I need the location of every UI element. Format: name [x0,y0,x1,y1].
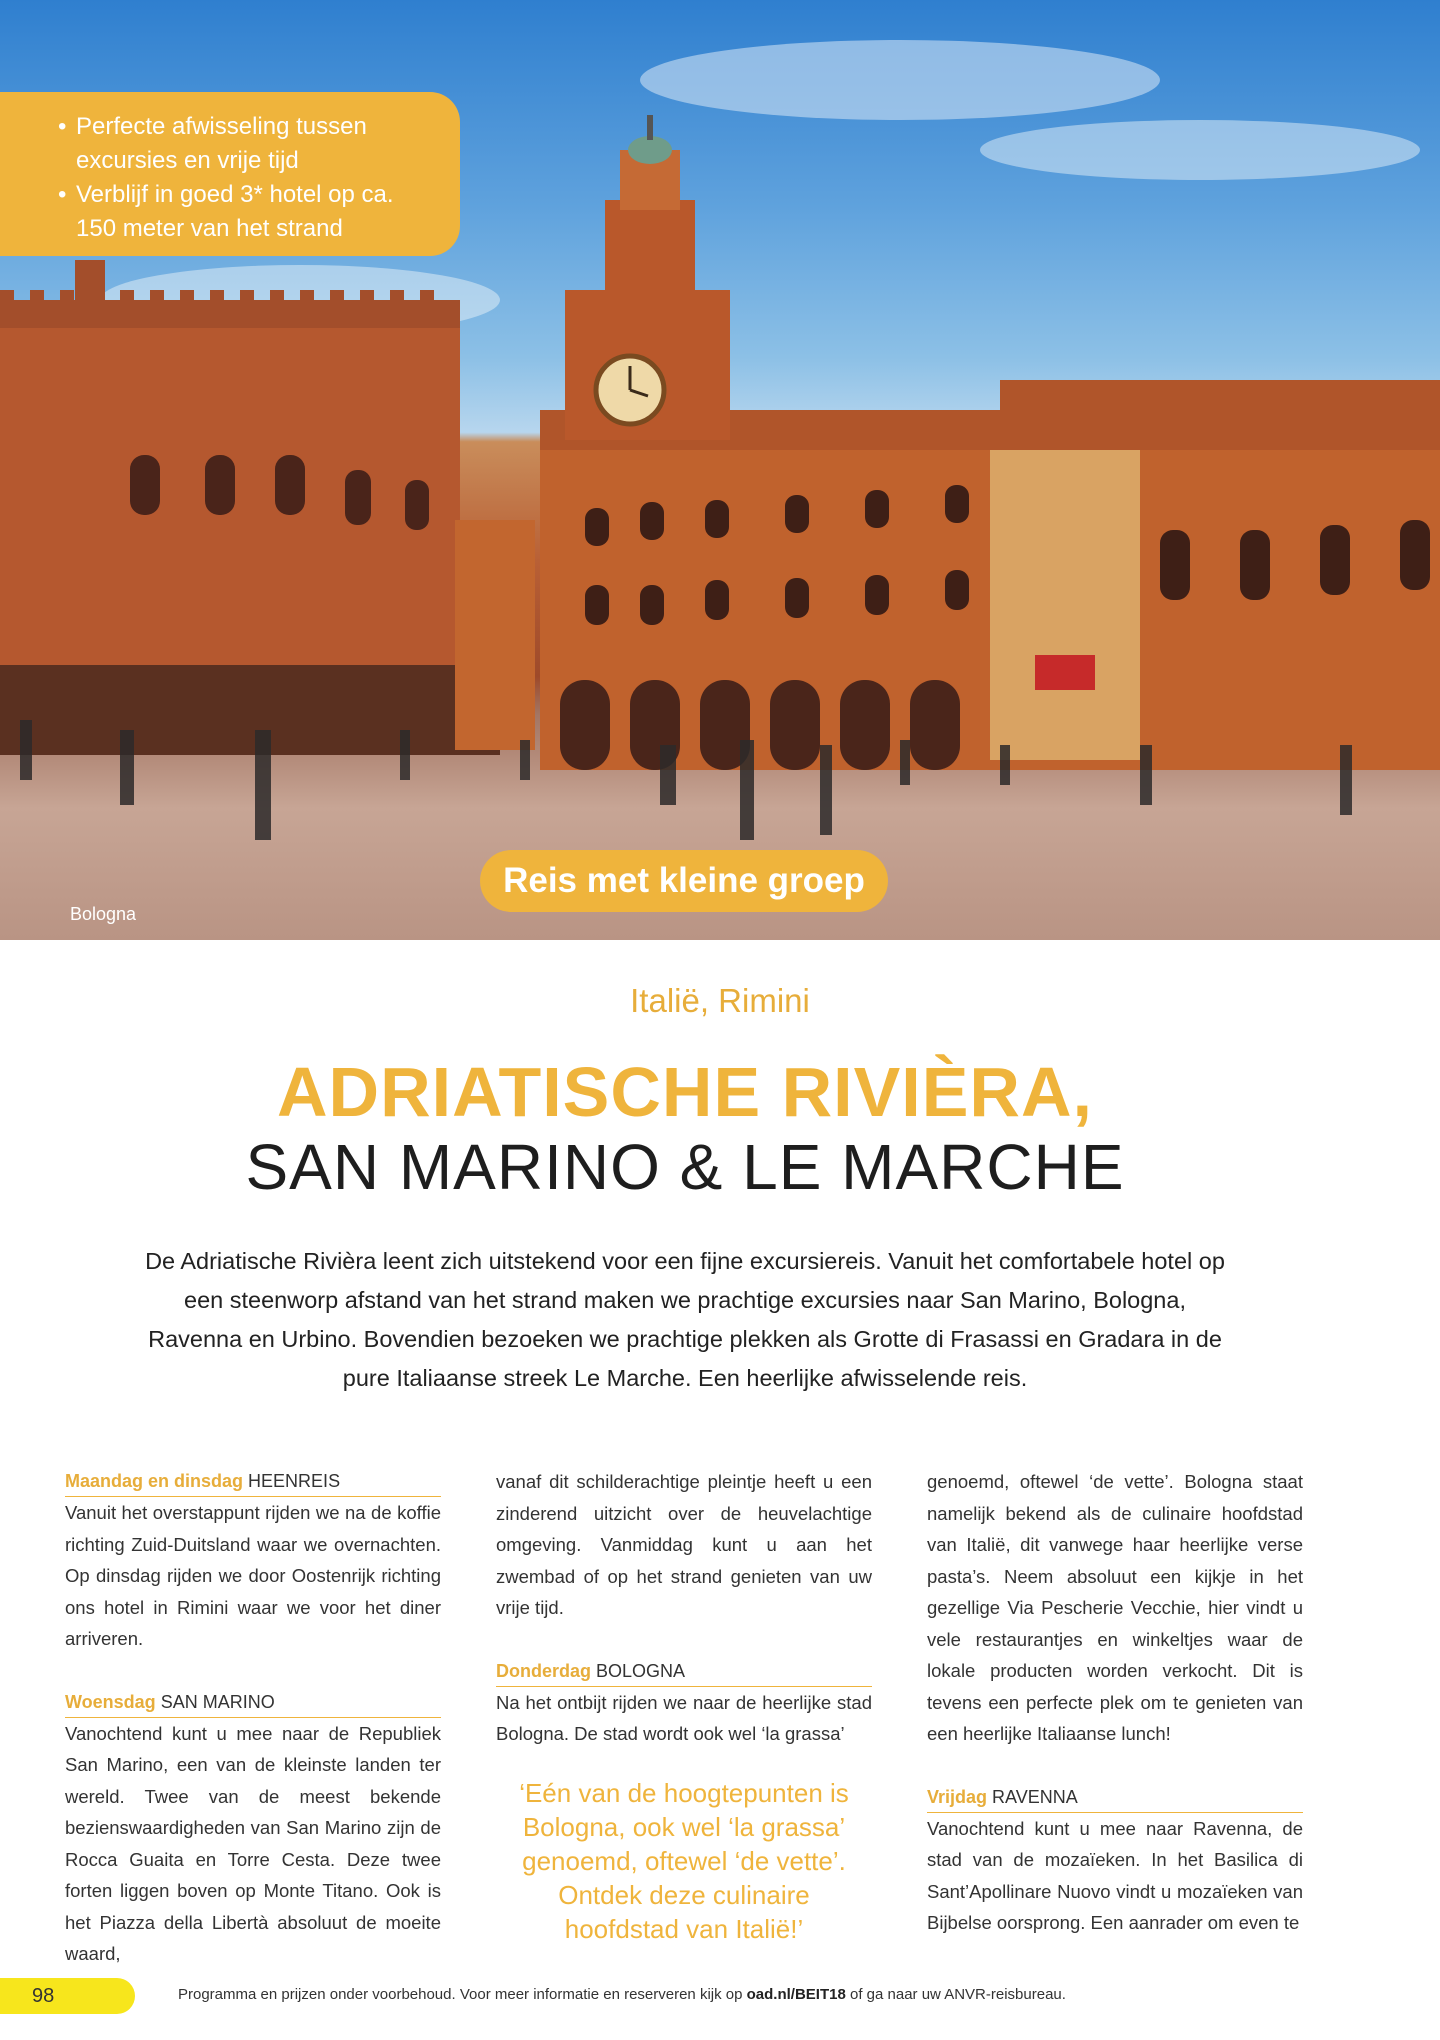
highlight-item: • Verblijf in goed 3* hotel op ca. 150 meter van het strand [58,178,440,246]
day-place: BOLOGNA [596,1660,686,1681]
itinerary-column-2 [496,1466,872,1946]
footer-link[interactable]: oad.nl/BEIT18 [746,1986,846,2003]
day-text-continued: genoemd, oftewel ‘de vette’. Bologna staat namelijk bekend als de culinaire hoofdstad van Italië, dit vanwege haar heerlijke verse pasta’s. Neem absoluut een kijkje in het gezellige Via Pescherie Vecchie, hier vindt u vele restaurantjes en winkeltjes waar de lokale producten worden verkocht. Dit is tevens een perfecte plek om te genieten van een heerlijke Italiaanse lunch! [927,1471,1303,1744]
hero-photo [0,0,1440,940]
day-place: SAN MARINO [160,1691,275,1712]
itinerary-column-1 [65,1466,441,1970]
day-text: Na het ontbijt rijden we naar de heerlijke stad Bologna. De stad wordt ook wel ‘la grassa’ [496,1691,872,1744]
day-heading [65,1466,441,1497]
highlights-box [0,92,460,256]
day-name: Vrijdag [927,1786,988,1807]
left-palace [0,260,500,755]
day-heading [927,1782,1303,1813]
highlight-item: • Perfecte afwisseling tussen excursies en vrije tijd [58,110,440,178]
photo-caption: Bologna [70,904,137,924]
day-place: HEENREIS [248,1471,341,1491]
day-name: Donderdag [496,1660,592,1681]
clock-tower [565,115,730,440]
day-text-continued: vanaf dit schilderachtige pleintje heeft u een zinderend uitzicht over de heuvelachtige omgeving. Vanmiddag kunt u aan het zwembad of op het strand genieten van uw vrije tijd. [496,1471,872,1618]
footer-text-after: of ga naar uw ANVR-reisbureau. [845,1986,1066,2003]
day-heading [65,1687,441,1718]
day-text: Vanochtend kunt u mee naar de Republiek San Marino, een van de kleinste landen ter wereld. Twee van de meest bekende bezienswaardigheden van San Marino zijn de Rocca Guaita en Torre Cesta. Deze twee forten liggen boven op Monte Titano. Ook is het Piazza della Libertà absoluut de moeite waard, [65,1722,441,1964]
itinerary-column-3 [927,1466,1303,1939]
footer-text-before: Programma en prijzen onder voorbehoud. Voor meer informatie en reserveren kijk op [178,1986,747,2003]
pull-quote: ‘Eén van de hoogtepunten is Bologna, ook wel ‘la grassa’ genoemd, oftewel ‘de vette’. Ontdek deze culinaire hoofdstad van Italië!’ [519,1777,849,1944]
footer-disclaimer [178,1986,1066,2003]
intro-paragraph: De Adriatische Rivièra leent zich uitstekend voor een fijne excursiereis. Vanuit het comfortabele hotel op een steenworp afstand van het strand maken we prachtige excursies naar San Marino, Bologna, Ravenna en Urbino. Bovendien bezoeken we prachtige plekken als Grotte di Frasassi en Gradara in de pure Italiaanse streek Le Marche. Een heerlijke afwisselende reis. [145,1248,1225,1391]
page-title-line2: SAN MARINO & LE MARCHE [245,1131,1125,1203]
day-name: Maandag en dinsdag [65,1471,244,1491]
day-heading [496,1656,872,1687]
day-place: RAVENNA [992,1786,1078,1807]
page-title-line1: ADRIATISCHE RIVIÈRA, [277,1053,1093,1131]
page-number: 98 [0,1978,135,2014]
day-text: Vanochtend kunt u mee naar Ravenna, de stad van de mozaïeken. In het Basilica di Sant’Apollinare Nuovo vindt u mozaïeken van Bijbelse oorsprong. Een aanrader om even te [927,1817,1303,1933]
small-group-badge: Reis met kleine groep [480,850,888,912]
day-name: Woensdag [65,1691,156,1712]
day-text: Vanuit het overstappunt rijden we na de koffie richting Zuid-Duitsland waar we overnachten. Op dinsdag rijden we door Oostenrijk richting ons hotel in Rimini waar we voor het diner arriveren. [65,1502,441,1649]
destination-subtitle: Italië, Rimini [630,982,810,1019]
